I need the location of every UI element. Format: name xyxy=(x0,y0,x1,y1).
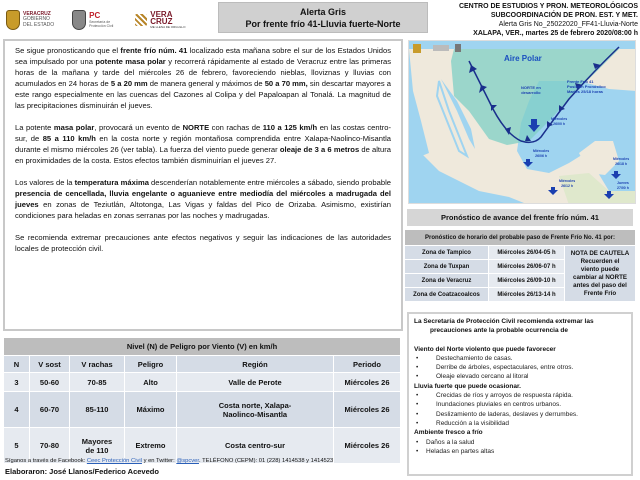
map-label-norte xyxy=(521,85,541,95)
text-run: La potente xyxy=(15,123,54,132)
map-logo xyxy=(455,44,461,52)
map-label-line: 27/00 h xyxy=(617,185,629,190)
caution-note xyxy=(565,246,636,302)
list-item: • Crecidas de ríos y arroyos de respuesta rápida. xyxy=(414,391,626,400)
text-run: Se recomienda extremar precauciones ante efectos negativos y seguir las indicaciones de las autoridades locales de protección civil. xyxy=(15,233,391,253)
time-cell: Miércoles 26/06-07 h xyxy=(489,260,565,274)
issuer-line-3: Alerta Gris No_25022020_FF41-Lluvia-Norte xyxy=(498,21,638,28)
map-label-m4 xyxy=(613,157,629,166)
col-header: V rachas xyxy=(70,356,125,373)
pc-logo xyxy=(72,10,113,30)
text-run: Los valores de la xyxy=(15,178,75,187)
header-logos xyxy=(6,4,216,36)
cell: Extremo xyxy=(125,428,177,464)
emphasis-text: 5 a 20 mm xyxy=(110,79,148,88)
zone-cell: Zona de Tuxpan xyxy=(405,260,489,274)
alert-title: Alerta Gris xyxy=(299,7,347,17)
issuer-line-2: SUBCOORDINACIÓN DE PRON. EST. Y MET. xyxy=(490,12,638,19)
col-header: V sost xyxy=(30,356,70,373)
text-run: Se sigue pronosticando que el xyxy=(15,46,121,55)
time-cell: Miércoles 26/09-10 h xyxy=(489,274,565,288)
pc-sub: Protección Civil xyxy=(89,24,114,28)
recs-list xyxy=(414,438,626,457)
map-label-line: Posición Pronóstico xyxy=(567,84,606,89)
cell: 70-80 xyxy=(30,428,70,464)
list-item: • Heladas en partes altas xyxy=(414,447,626,456)
phone-text: . TELÉFONO (CEPM): 01 (228) 1414538 y 1414523 xyxy=(198,458,334,464)
cell: 50-60 xyxy=(30,373,70,392)
zone-cell: Zona de Coatzacoalcos xyxy=(405,288,489,302)
vera-line: VERA xyxy=(150,10,173,19)
text-run: con rachas de xyxy=(209,123,263,132)
twitter-text: y en Twitter: xyxy=(141,458,177,464)
map-label-m2 xyxy=(533,149,549,158)
map-label-line: 26/18 h xyxy=(615,161,628,166)
map-label-line: desarrollo xyxy=(521,90,541,95)
veracruz-shield-icon xyxy=(6,10,20,30)
map-logo xyxy=(433,45,449,51)
recs-section-title: Lluvia fuerte que puede ocasionar. xyxy=(414,382,521,390)
emphasis-text: NORTE xyxy=(182,123,210,132)
recs-section-title: Viento del Norte violento que puede favorecer xyxy=(414,345,556,353)
col-header: N xyxy=(4,356,30,373)
cell: 5 xyxy=(4,428,30,464)
vera-sub: ME LLENA DE ORGULLO xyxy=(150,25,186,29)
social-footer xyxy=(5,458,333,464)
cell: Costa norte, Xalapa-Naolinco-Misantla xyxy=(177,392,334,428)
text-run: de altura en proximidades de la costa. Estos efectos también disminuirían el jueves 27. xyxy=(15,145,391,165)
list-item: • Deslizamiento de laderas, deslaves y derrumbes. xyxy=(414,410,626,419)
pc-sub: Secretaría de xyxy=(89,20,111,24)
map-label-frente xyxy=(567,79,606,94)
text-run: sin descartar mayores a este rango especialmente en las cuencas del Cazones al Colipa y del Papaloapan al Tonalá. La magnitud de las precipitaciones disminuirán el jueves. xyxy=(15,79,391,110)
recs-list xyxy=(414,354,626,382)
emphasis-text: 110 a 125 km/h xyxy=(262,123,318,132)
pc-shield-icon xyxy=(72,10,86,30)
vera-pattern-icon xyxy=(135,14,147,26)
map-label-line: 26/00 h xyxy=(553,121,566,126)
cell: 70-85 xyxy=(70,373,125,392)
list-item: • Oleaje elevado cercano al litoral xyxy=(414,372,626,381)
text-run: en zonas de Teziutlán, Altotonga, Las Vigas y faldas del Pico de Orizaba. Asimismo, existirían condiciones para heladas en zonas serranas por las noches y madrugadas. xyxy=(15,200,391,220)
list-item: • Inundaciones pluviales en centros urbanos. xyxy=(414,400,626,409)
recs-intro: La Secretaría de Protección Civil recomienda extremar las xyxy=(414,318,594,325)
map-caption: Pronóstico de avance del frente frío núm. 41 xyxy=(407,209,633,226)
issuer-line-1: CENTRO DE ESTUDIOS Y PRON. METEOROLÓGICOS xyxy=(458,3,638,10)
twitter-link[interactable]: @spcver xyxy=(176,458,199,464)
cell: Miércoles 26 xyxy=(334,428,401,464)
cell: Miércoles 26 xyxy=(334,373,401,392)
cell: Mayores de 110 xyxy=(70,428,125,464)
wind-table-caption: Nivel (N) de Peligro por Viento (V) en km/h xyxy=(4,338,401,356)
list-item: • Daños a la salud xyxy=(414,438,626,447)
map-label-line: Miércoles xyxy=(551,117,568,121)
map-label-line: Miércoles xyxy=(559,179,576,183)
col-header: Región xyxy=(177,356,334,373)
map-label-m1 xyxy=(551,117,567,126)
map-label-m3 xyxy=(559,179,575,188)
cell: Costa centro-sur xyxy=(177,428,334,464)
facebook-link[interactable]: Ceec Protección Civil xyxy=(86,458,142,464)
map-label-line: Jueves xyxy=(617,181,629,185)
map-graphic xyxy=(409,41,636,204)
text-run: y recorrerá rápidamente al estado de Veracruz entre las primeras horas de la mañana y tarde del miércoles 26 de febrero, favoreciendo nieblas, lloviznas y lluvias con acumulados en 24 horas de xyxy=(15,57,391,88)
emphasis-text: 85 a 110 km/h xyxy=(42,134,96,143)
logo-line: VERACRUZ xyxy=(23,10,51,17)
alert-subtitle: Por frente frío 41-Lluvia fuerte-Norte xyxy=(245,19,401,29)
forecast-map xyxy=(408,40,636,204)
authors: Elaboraron: José Llanos/Federico Acevedo xyxy=(5,467,159,476)
emphasis-text: presencia de cencellada, lluvia engelante o aguanieve entre mediodía del miércoles a madrugada del jueves xyxy=(15,189,391,209)
map-label-line: 26/12 h xyxy=(561,183,574,188)
map-label-line: 26/06 h xyxy=(535,153,548,158)
pc-title: PC xyxy=(89,11,101,20)
cell: Valle de Perote xyxy=(177,373,334,392)
text-run: en las costas centro-sur, de xyxy=(15,123,392,143)
emphasis-text: 50 a 70 mm, xyxy=(264,79,308,88)
recommendations-panel xyxy=(407,312,633,476)
map-logo xyxy=(413,44,421,53)
zone-cell: Zona de Tampico xyxy=(405,246,489,260)
text-run: , provocará un evento de xyxy=(94,123,183,132)
time-cell: Miércoles 26/04-05 h xyxy=(489,246,565,260)
text-run: localizado esta mañana sobre el sur de los Estados Unidos sea impulsado por una xyxy=(15,46,391,66)
map-label-j1 xyxy=(617,181,629,190)
wind-hazard-table xyxy=(3,337,401,464)
paragraph-recommendation xyxy=(15,232,391,254)
map-label-line: Frente Frío 41 xyxy=(567,79,594,84)
table-row xyxy=(4,392,401,428)
issuer-info xyxy=(428,2,638,38)
cell: Alto xyxy=(125,373,177,392)
time-cell: Miércoles 26/13-14 h xyxy=(489,288,565,302)
cell: 60-70 xyxy=(30,392,70,428)
col-header: Peligro xyxy=(125,356,177,373)
schedule-caption: Pronóstico de horario del probable paso de Frente Frío No. 41 por: xyxy=(405,230,636,246)
cell: Máximo xyxy=(125,392,177,428)
map-label-aire-polar: Aire Polar xyxy=(504,54,542,63)
text-run: en la costa norte y región montañosa comprendida entre Xalapa-Naolinco-Misantla durante el mismo miércoles 26 (ver tabla). La fuerza del viento puede generar xyxy=(15,134,391,154)
forecast-text-panel xyxy=(3,39,403,331)
text-run: de manera general y máximos de xyxy=(147,79,265,88)
table-header-row xyxy=(4,356,401,373)
list-item: • Derribe de árboles, espectaculares, entre otros. xyxy=(414,363,626,372)
recs-intro: precauciones ante la probable ocurrencia de xyxy=(430,327,568,335)
map-label-line: NORTE en xyxy=(521,85,541,90)
emphasis-text: masa polar xyxy=(53,123,95,132)
front-schedule-table xyxy=(404,229,636,302)
cell: 85-110 xyxy=(70,392,125,428)
follow-text: Síganos a través de Facebook: xyxy=(5,458,87,464)
emphasis-text: frente frío núm. 41 xyxy=(120,46,188,55)
paragraph-rain xyxy=(15,45,391,111)
veracruz-brand-logo xyxy=(135,11,185,29)
logo-line: GOBIERNO xyxy=(23,16,50,23)
col-header: Periodo xyxy=(334,356,401,373)
logo-line: DEL ESTADO xyxy=(23,21,55,28)
paragraph-wind xyxy=(15,122,391,166)
emphasis-text: oleaje de 3 a 6 metros xyxy=(279,145,360,154)
vera-line: CRUZ xyxy=(150,17,173,26)
emphasis-text: potente masa polar xyxy=(95,57,166,66)
issuer-line-4: XALAPA, VER., martes 25 de febrero 2020/08:00 h xyxy=(473,30,638,37)
map-label-line: Miércoles xyxy=(613,157,630,161)
cell: Miércoles 26 xyxy=(334,392,401,428)
caution-body: Recuerden el viento puede cambiar al NORTE antes del paso del Frente Frío xyxy=(573,257,627,297)
alert-title-box xyxy=(218,2,428,33)
list-item: • Destechamiento de casas. xyxy=(414,354,626,363)
zone-cell: Zona de Veracruz xyxy=(405,274,489,288)
emphasis-text: temperatura máxima xyxy=(74,178,149,187)
map-label-line: Miércoles xyxy=(533,149,550,153)
recs-section-title: Ambiente fresco a frío xyxy=(414,429,483,437)
table-row xyxy=(405,246,636,260)
list-item: • Reducción a la visibilidad xyxy=(414,419,626,428)
recs-list xyxy=(414,391,626,428)
text-run: descenderían notablemente entre miércoles a sábado, siendo probable xyxy=(148,178,391,187)
veracruz-logo xyxy=(6,10,54,30)
cell: 4 xyxy=(4,392,30,428)
map-label-line: Martes 25/18 horas xyxy=(567,89,604,94)
cell: 3 xyxy=(4,373,30,392)
table-row xyxy=(4,373,401,392)
paragraph-temperature xyxy=(15,177,391,221)
caution-title: NOTA DE CAUTELA xyxy=(570,249,630,257)
